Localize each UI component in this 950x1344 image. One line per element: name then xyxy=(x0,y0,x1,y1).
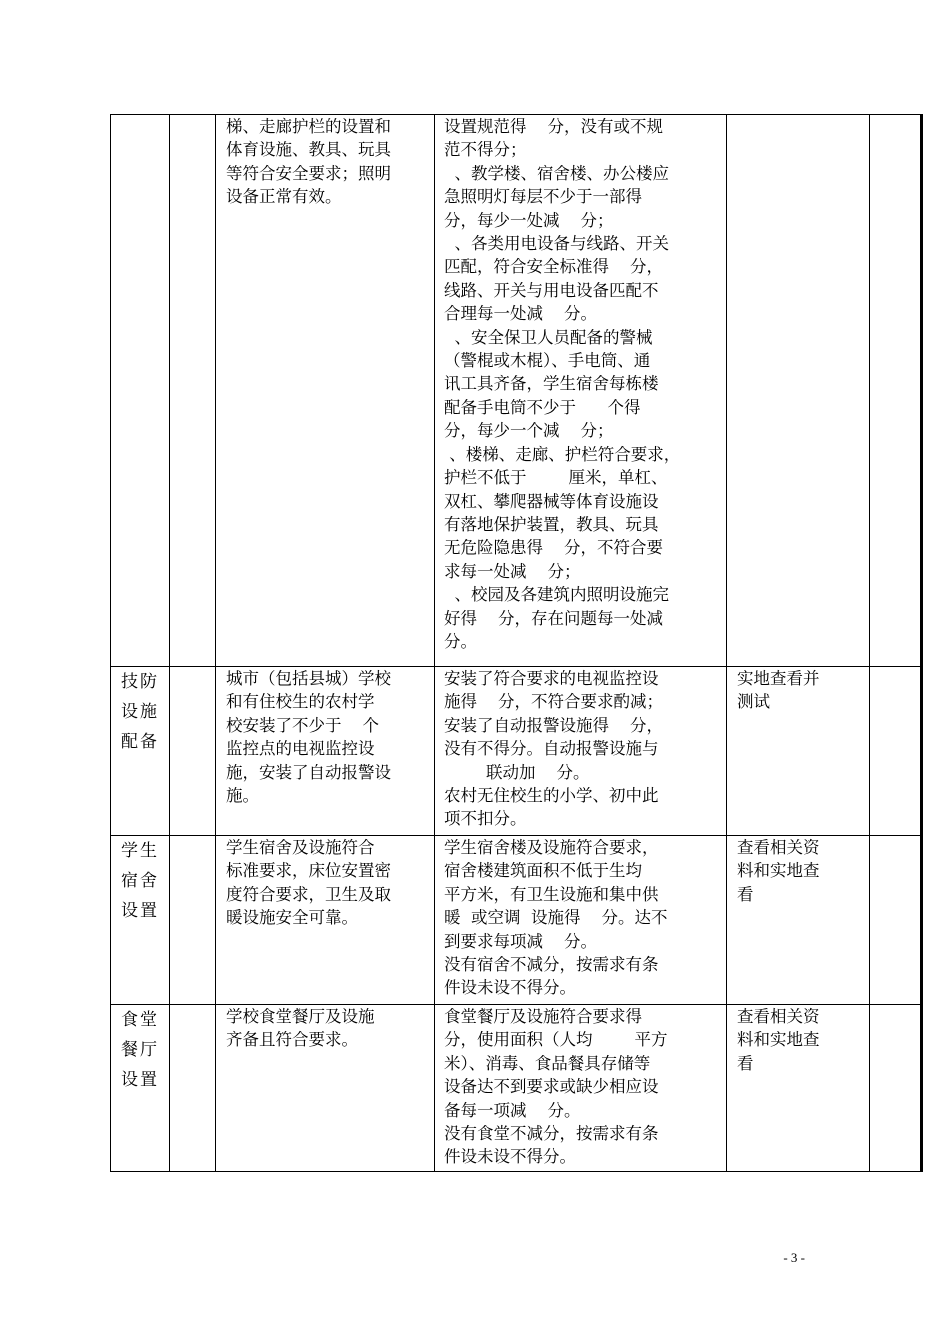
scoring-line: 讯工具齐备，学生宿舍每栋楼 xyxy=(444,374,659,394)
category-line: 配备 xyxy=(121,732,159,752)
method-line: 料和实地查 xyxy=(737,1030,820,1050)
scoring-line: 没有食堂不减分，按需求有条 xyxy=(444,1124,659,1144)
requirement-line: 设备正常有效。 xyxy=(226,187,342,207)
method-line: 实地查看并 xyxy=(737,669,820,688)
scoring-line: 设置规范得 分，没有或不规 xyxy=(444,117,663,136)
scoring-paragraph xyxy=(444,162,718,232)
blank-cell xyxy=(870,115,922,667)
scoring-line: 安装了符合要求的电视监控设 xyxy=(444,669,659,688)
category-line: 餐厅 xyxy=(121,1040,159,1060)
scoring-line: 分，使用面积（人均 平方 xyxy=(444,1030,668,1050)
scoring-paragraph xyxy=(444,836,718,953)
scoring-line: 、安全保卫人员配备的警械 xyxy=(444,327,653,347)
scoring-paragraph xyxy=(444,1122,718,1169)
category-label xyxy=(121,836,159,926)
requirement-line: 城市（包括县城）学校 xyxy=(226,669,391,688)
scoring-paragraph xyxy=(444,1005,718,1122)
scoring-line: 农村无住校生的小学、初中此 xyxy=(444,786,659,806)
requirement-line: 和有住校生的农村学 xyxy=(226,692,375,712)
requirement-line: 标准要求，床位安置密 xyxy=(226,861,391,881)
scoring-line: 范不得分； xyxy=(444,140,527,160)
category-cell xyxy=(111,1005,170,1172)
blank-cell xyxy=(170,836,216,1005)
requirement-line: 施。 xyxy=(226,786,259,806)
scoring-line: 宿舍楼建筑面积不低于生均 xyxy=(444,861,642,881)
scoring-paragraph xyxy=(444,443,718,583)
requirement-line: 校安装了不少于 个 xyxy=(226,715,379,735)
scoring-paragraph xyxy=(444,953,718,1000)
scoring-line: 米）、消毒、食品餐具存储等 xyxy=(444,1053,651,1073)
category-label xyxy=(121,1005,159,1095)
scoring-cell xyxy=(435,836,727,1005)
method-cell xyxy=(727,667,870,836)
scoring-paragraph xyxy=(444,583,718,653)
scoring-line: 设备达不到要求或缺少相应设 xyxy=(444,1077,659,1097)
scoring-line: 配备手电筒不少于 个得 xyxy=(444,397,641,417)
scoring-line: 项不扣分。 xyxy=(444,809,527,829)
scoring-line: 件设未设不得分。 xyxy=(444,978,576,998)
requirement-cell xyxy=(216,836,435,1005)
category-line: 食堂 xyxy=(121,1010,159,1030)
category-cell xyxy=(111,836,170,1005)
scoring-line: 件设未设不得分。 xyxy=(444,1147,576,1167)
category-label xyxy=(121,667,159,757)
method-line: 看 xyxy=(737,884,754,904)
category-cell xyxy=(111,667,170,836)
scoring-line: 分，每少一个减 分； xyxy=(444,421,614,441)
scoring-line: 双杠、攀爬器械等体育设施设 xyxy=(444,491,659,511)
blank-cell xyxy=(870,836,922,1005)
scoring-line: 、各类用电设备与线路、开关 xyxy=(444,234,669,254)
assessment-table xyxy=(110,114,923,1172)
scoring-line: 匹配，符合安全标准得 分， xyxy=(444,257,663,277)
scoring-line: 求每一处减 分； xyxy=(444,561,581,581)
requirement-line: 等符合安全要求；照明 xyxy=(226,163,391,183)
method-line: 查看相关资 xyxy=(737,838,820,857)
scoring-cell xyxy=(435,1005,727,1172)
scoring-line: 护栏不低于 厘米，单杠、 xyxy=(444,468,668,488)
table-row xyxy=(111,1005,922,1172)
scoring-line: （警棍或木棍）、手电筒、通 xyxy=(444,351,651,371)
scoring-paragraph xyxy=(444,115,718,162)
scoring-cell xyxy=(435,115,727,667)
requirement-line: 齐备且符合要求。 xyxy=(226,1030,358,1050)
blank-cell xyxy=(170,667,216,836)
method-line: 看 xyxy=(737,1053,754,1073)
method-cell xyxy=(727,115,870,667)
scoring-line: 有落地保护装置，教具、玩具 xyxy=(444,514,659,534)
scoring-line: 分，每少一处减 分； xyxy=(444,210,614,230)
scoring-line: 、楼梯、走廊、护栏符合要求， xyxy=(444,444,681,464)
category-line: 设施 xyxy=(121,702,159,722)
scoring-line: 分。 xyxy=(444,631,477,651)
method-line: 料和实地查 xyxy=(737,861,820,881)
requirement-cell xyxy=(216,115,435,667)
scoring-line: 线路、开关与用电设备匹配不 xyxy=(444,280,659,300)
scoring-line: 食堂餐厅及设施符合要求得 xyxy=(444,1007,642,1026)
requirement-line: 体育设施、教具、玩具 xyxy=(226,140,391,160)
blank-cell xyxy=(170,1005,216,1172)
scoring-line: 施得 分，不符合要求酌减； xyxy=(444,692,663,712)
scoring-line: 没有不得分。自动报警设施与 xyxy=(444,739,659,759)
scoring-line: 、教学楼、宿舍楼、办公楼应 xyxy=(444,163,669,183)
requirement-line: 暖设施安全可靠。 xyxy=(226,908,358,928)
method-cell xyxy=(727,1005,870,1172)
scoring-line: 无危险隐患得 分，不符合要 xyxy=(444,538,663,558)
requirement-cell xyxy=(216,1005,435,1172)
table-row xyxy=(111,115,922,667)
scoring-line: 急照明灯每层不少于一部得 xyxy=(444,187,642,207)
method-cell xyxy=(727,836,870,1005)
category-line: 技防 xyxy=(121,672,159,692)
requirement-line: 梯、走廊护栏的设置和 xyxy=(226,117,391,136)
scoring-line: 联动加 分。 xyxy=(444,762,590,782)
scoring-line: 平方米，有卫生设施和集中供 xyxy=(444,884,659,904)
category-line: 学生 xyxy=(121,841,159,861)
blank-cell xyxy=(870,1005,922,1172)
requirement-cell xyxy=(216,667,435,836)
blank-cell xyxy=(170,115,216,667)
table-row xyxy=(111,667,922,836)
requirement-line: 学校食堂餐厅及设施 xyxy=(226,1007,375,1026)
scoring-paragraph xyxy=(444,667,718,784)
blank-cell xyxy=(870,667,922,836)
category-line: 宿舍 xyxy=(121,871,159,891)
requirement-line: 施，安装了自动报警设 xyxy=(226,762,391,782)
scoring-line: 暖 或空调 设施得 分。达不 xyxy=(444,908,668,928)
scoring-line: 到要求每项减 分。 xyxy=(444,931,597,951)
category-line: 设置 xyxy=(121,901,159,921)
method-line: 查看相关资 xyxy=(737,1007,820,1026)
scoring-line: 备每一项减 分。 xyxy=(444,1100,581,1120)
requirement-line: 度符合要求，卫生及取 xyxy=(226,884,391,904)
scoring-paragraph xyxy=(444,784,718,831)
page-number: - 3 - xyxy=(783,1250,805,1265)
scoring-line: 合理每一处减 分。 xyxy=(444,304,597,324)
scoring-line: 没有宿舍不减分，按需求有条 xyxy=(444,955,659,975)
scoring-cell xyxy=(435,667,727,836)
scoring-line: 好得 分，存在问题每一处减 xyxy=(444,608,663,628)
scoring-paragraph xyxy=(444,232,718,326)
category-line: 设置 xyxy=(121,1070,159,1090)
category-cell xyxy=(111,115,170,667)
scoring-line: 安装了自动报警设施得 分， xyxy=(444,715,663,735)
requirement-line: 监控点的电视监控设 xyxy=(226,739,375,759)
requirement-line: 学生宿舍及设施符合 xyxy=(226,838,375,857)
scoring-paragraph xyxy=(444,326,718,443)
scoring-line: 、校园及各建筑内照明设施完 xyxy=(444,585,669,605)
method-line: 测试 xyxy=(737,692,770,712)
table-row xyxy=(111,836,922,1005)
scoring-line: 学生宿舍楼及设施符合要求， xyxy=(444,838,659,857)
